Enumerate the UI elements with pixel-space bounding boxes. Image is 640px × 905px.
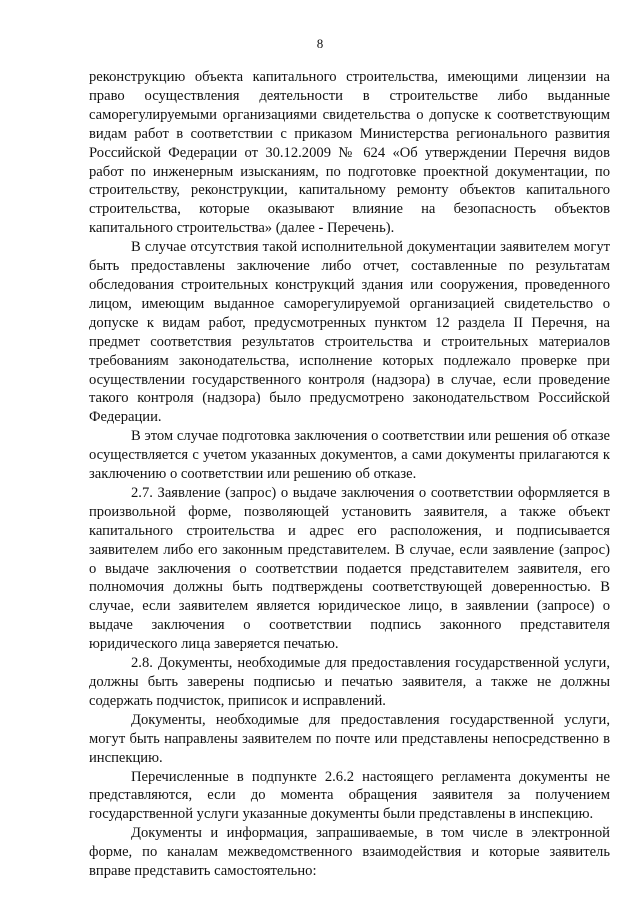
document-body [89, 68, 610, 881]
paragraph-section-2-7: 2.7. Заявление (запрос) о выдаче заключения о соответствии оформляется в произвольной форме, позволяющей установить заявителя, а также объект капитального строительства и адрес его расположения, и подписывается заявителем либо его законным представителем. В случае, если заявление (запрос) о выдаче заключения о соответствии подается представителем заявителя, его полномочия должны быть подтверждены соответствующей доверенностью. В случае, если заявителем является юридическое лицо, в заявлении (запросе) о выдаче заключения о соответствии подпись законного представителя юридического лица заверяется печатью. [89, 484, 610, 653]
paragraph-section-2-8: 2.8. Документы, необходимые для предоставления государственной услуги, должны быть заверены подписью и печатью заявителя, а также не должны содержать подчисток, приписок и исправлений. [89, 655, 610, 709]
paragraph-conclusion-preparation: В этом случае подготовка заключения о соответствии или решения об отказе осуществляется с учетом указанных документов, а сами документы прилагаются к заключению о соответствии или решению об отказе. [89, 428, 610, 483]
paragraph-continuation: реконструкцию объекта капитального строительства, имеющими лицензии на право осуществления деятельности в строительстве либо выданные саморегулируемыми организациями свидетельства о допуске к соответствующим видам работ в соответствии с приказом Министерства регионального развития Российской Федерации от 30.12.2009 № 624 «Об утверждении Перечня видов работ по инженерным изысканиям, по подготовке проектной документации, по строительству, реконструкции, капитальному ремонту объектов капитального строительства, которые оказывают влияние на безопасность объектов капитального строительства» (далее - Перечень). [89, 69, 610, 237]
paragraph-no-documentation: В случае отсутствия такой исполнительной документации заявителем могут быть предоставлены заключение либо отчет, составленные по результатам обследования строительных конструкций здания или сооружения, проведенного лицом, имеющим выданное саморегулируемой организацией свидетельство о допуске к видам работ, предусмотренных пунктом 12 раздела II Перечня, на предмет соответствия результатов строительства и строительных материалов требованиям законодательства, исполнение которых подлежало проверке при осуществлении государственного контроля (надзора) в случае, если проведение такого контроля (надзора) было предусмотрено законодательством Российской Федерации. [89, 239, 610, 426]
paragraph-documents-submission: Документы, необходимые для предоставления государственной услуги, могут быть направлены заявителем по почте или представлены непосредственно в инспекцию. [89, 711, 610, 766]
paragraph-documents-not-required: Перечисленные в подпункте 2.6.2 настоящего регламента документы не представляются, если до момента обращения заявителя за получением государственной услуги указанные документы были представлены в инспекцию. [89, 768, 610, 823]
page-number: 8 [316, 36, 324, 51]
paragraph-interagency-documents: Документы и информация, запрашиваемые, в том числе в электронной форме, по каналам межведомственного взаимодействия и которые заявитель вправе представить самостоятельно: [89, 825, 610, 880]
